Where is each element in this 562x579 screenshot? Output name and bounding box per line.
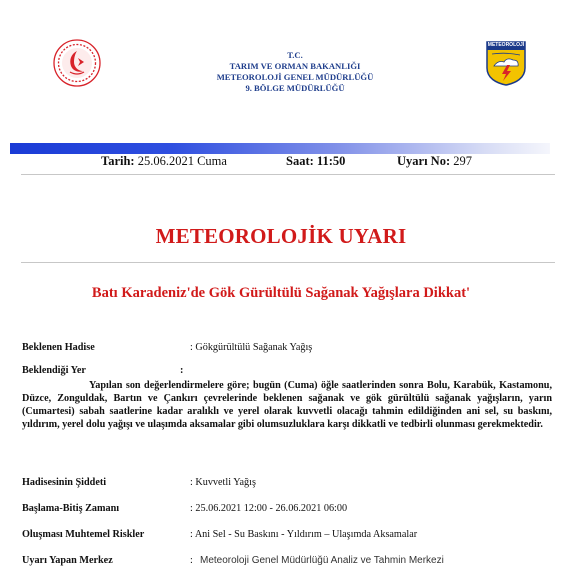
severity-label: Hadisesinin Şiddeti	[22, 477, 107, 488]
period-label: Başlama-Bitiş Zamanı	[22, 503, 120, 514]
expected-event-label: Beklenen Hadise	[22, 342, 95, 353]
risks-value: : Ani Sel - Su Baskını - Yıldırım – Ulaşımda Aksamalar	[190, 529, 418, 540]
warning-number-label: Uyarı No:	[397, 154, 451, 168]
period-value: : 25.06.2021 12:00 - 26.06.2021 06:00	[190, 503, 348, 514]
center-colon: :	[190, 555, 193, 566]
meteorology-emblem-icon	[484, 40, 528, 86]
date-field	[101, 154, 227, 169]
expected-event-value: : Gökgürültülü Sağanak Yağış	[190, 342, 313, 353]
expected-place-label: Beklendiği Yer	[22, 365, 86, 376]
header-line-region: 9. BÖLGE MÜDÜRLÜĞÜ	[245, 83, 345, 93]
warning-number-field	[397, 154, 472, 169]
header-line-ministry: TARIM VE ORMAN BAKANLIĞI	[229, 61, 361, 71]
ministry-emblem-icon	[52, 38, 102, 88]
warning-subtitle: Batı Karadeniz'de Gök Gürültülü Sağanak Yağışlara Dikkat'	[91, 285, 471, 301]
risks-label: Oluşması Muhtemel Riskler	[22, 529, 145, 540]
divider-top	[21, 174, 555, 175]
time-label: Saat:	[286, 154, 314, 168]
center-label: Uyarı Yapan Merkez	[22, 555, 113, 566]
meteorology-logo-text: METEOROLOJİ	[487, 42, 525, 48]
header-line-tc: T.C.	[287, 50, 303, 60]
time-value: 11:50	[316, 154, 346, 168]
time-field	[286, 154, 345, 169]
severity-value: : Kuvvetli Yağış	[190, 477, 256, 488]
divider-title	[21, 262, 555, 263]
warning-number-value: 297	[453, 154, 472, 168]
warning-description: Yapılan son değerlendirmelere göre; bugün (Cuma) öğle saatlerinden sonra Bolu, Karabük, Kastamonu, Düzce, Zonguldak, Bartın ve Çankırı çevrelerinde beklenen sağanak ve gök gürültülü sağanak yağışların, yarın (Cumartesi) sabah saatlerine kadar aralıklı ve yerel olarak kuvvetli olacağı tahmin edildiğinden ani sel, su baskını, yıldırım, yerel dolu yağışı ve ulaşımda aksamalar gibi olumsuzluklara karşı dikkatli ve tedbirli olunması gerekmektedir.	[22, 380, 552, 430]
date-value: 25.06.2021 Cuma	[137, 154, 227, 168]
header-line-directorate: METEOROLOJİ GENEL MÜDÜRLÜĞÜ	[216, 72, 374, 82]
center-value: Meteoroloji Genel Müdürlüğü Analiz ve Tahmin Merkezi	[200, 555, 444, 566]
page-title: METEOROLOJİK UYARI	[155, 224, 407, 248]
date-label: Tarih:	[101, 154, 135, 168]
expected-place-colon: :	[180, 365, 184, 376]
header-gradient-bar	[10, 143, 550, 154]
